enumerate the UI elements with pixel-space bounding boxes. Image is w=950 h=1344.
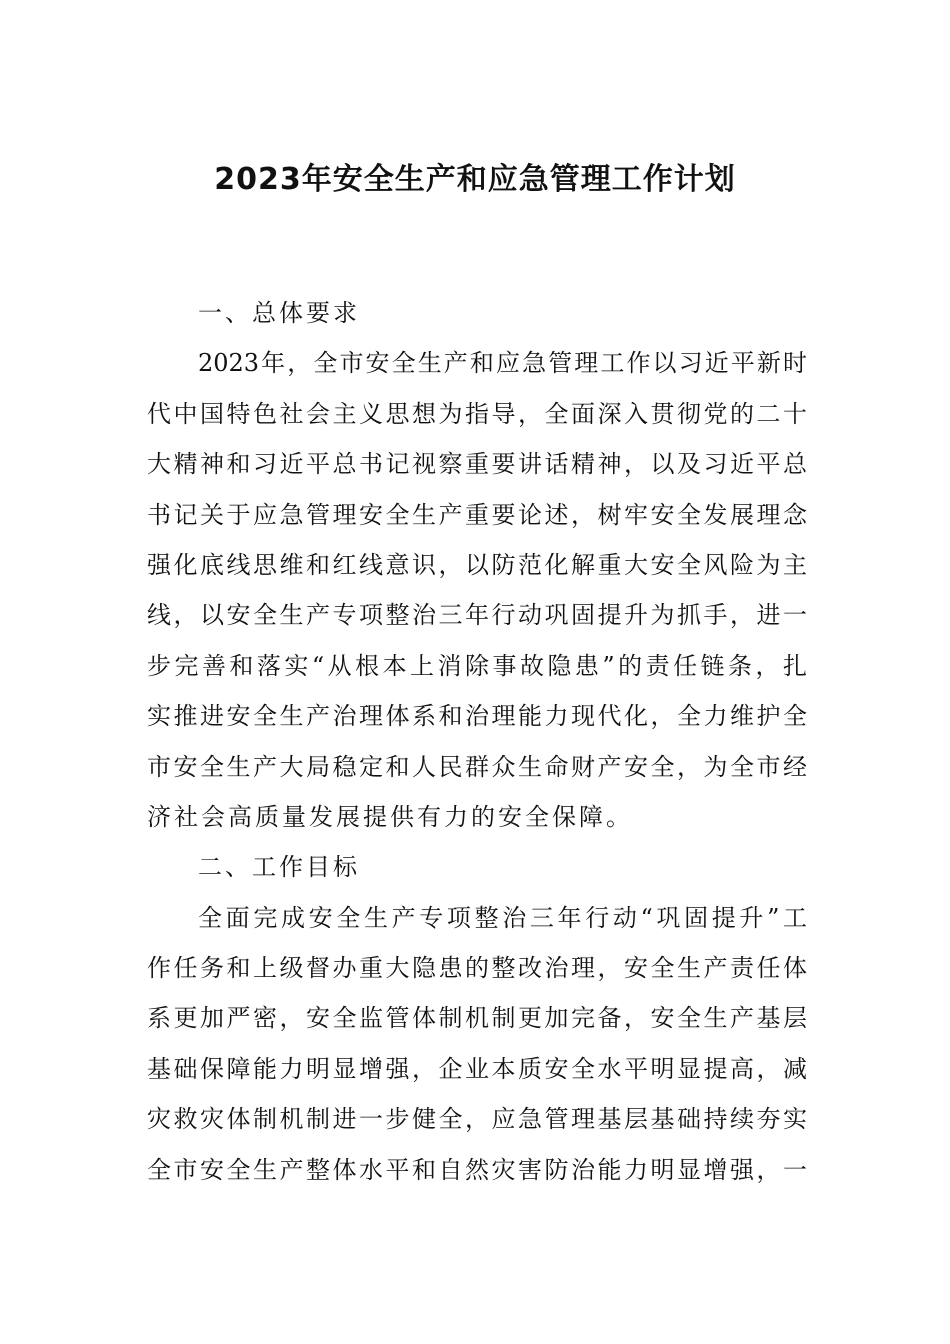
paragraph-line: 作任务和上级督办重大隐患的整改治理，安全生产责任体 xyxy=(147,954,807,983)
paragraph-line: 基础保障能力明显增强，企业本质安全水平明显提高，减 xyxy=(147,1054,807,1083)
section-heading-overall-requirements: 一、总体要求 xyxy=(198,299,360,327)
document-body xyxy=(147,288,807,1195)
paragraph-line: 全面完成安全生产专项整治三年行动“巩固提升”工 xyxy=(198,903,807,932)
paragraph-line: 书记关于应急管理安全生产重要论述，树牢安全发展理念 xyxy=(147,500,807,529)
section-heading-work-goals: 二、工作目标 xyxy=(198,853,360,882)
paragraph-line: 大精神和习近平总书记视察重要讲话精神，以及习近平总 xyxy=(147,450,807,479)
paragraph-line: 强化底线思维和红线意识，以防范化解重大安全风险为主 xyxy=(147,550,807,579)
document-title: 2023年安全生产和应急管理工作计划 xyxy=(214,162,736,197)
paragraph-line: 2023年，全市安全生产和应急管理工作以习近平新时 xyxy=(198,349,807,378)
paragraph-line: 线，以安全生产专项整治三年行动巩固提升为抓手，进一 xyxy=(147,601,807,630)
paragraph-line: 实推进安全生产治理体系和治理能力现代化，全力维护全 xyxy=(147,702,807,731)
paragraph-line: 灾救灾体制机制进一步健全，应急管理基层基础持续夯实 xyxy=(147,1105,807,1134)
paragraph-line: 市安全生产大局稳定和人民群众生命财产安全，为全市经 xyxy=(147,752,807,781)
paragraph-line: 系更加严密，安全监管体制机制更加完备，安全生产基层 xyxy=(147,1004,807,1033)
paragraph-line: 全市安全生产整体水平和自然灾害防治能力明显增强，一 xyxy=(147,1155,807,1184)
paragraph-line-last: 济社会高质量发展提供有力的安全保障。 xyxy=(147,802,633,831)
paragraph-line: 步完善和落实“从根本上消除事故隐患”的责任链条，扎 xyxy=(147,651,807,680)
paragraph-line: 代中国特色社会主义思想为指导，全面深入贯彻党的二十 xyxy=(147,399,807,428)
